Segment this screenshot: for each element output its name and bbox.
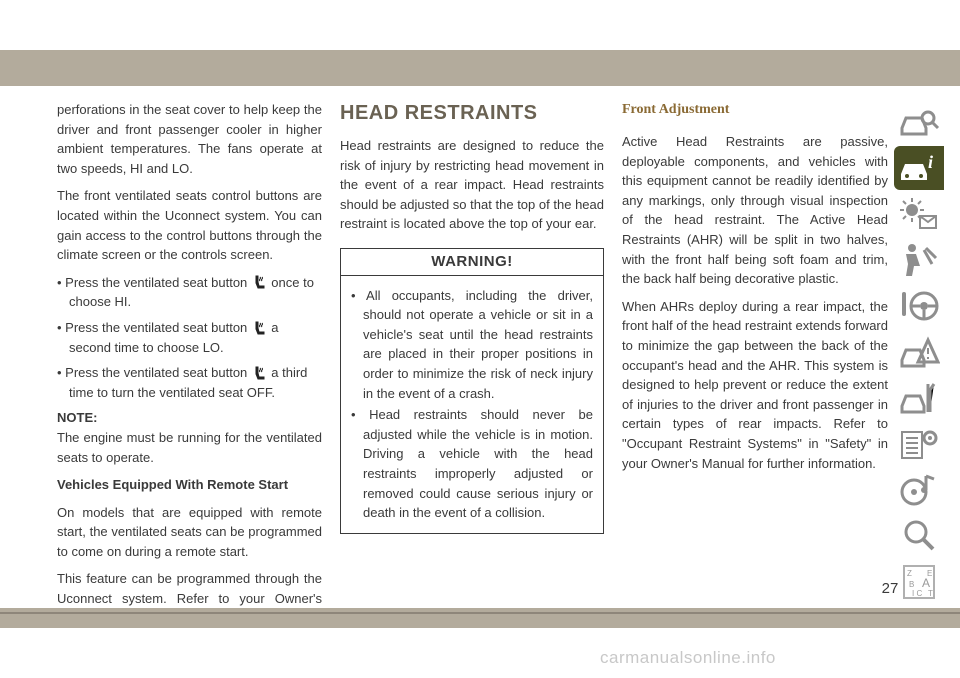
tab-safety[interactable] — [894, 238, 944, 282]
column-1 — [57, 100, 322, 636]
bullet-text: • Press the ventilated seat button — [57, 319, 248, 335]
roadside-warning-icon — [898, 334, 940, 370]
list-item — [57, 363, 322, 402]
paragraph: Active Head Restraints are passive, deployable components, and vehicles with this equipment cannot be readily identified by any markings, only through visual inspection of the head restraint. The Active Head Restraints (AHR) will be split in two halves, with the front half being soft foam and trim, the back half being decorative plastic. — [622, 134, 888, 287]
steering-wheel-icon — [898, 288, 940, 324]
tab-in-case-of-emergency[interactable] — [894, 330, 944, 374]
paragraph: perforations in the seat cover to help keep the driver and front passenger cooler in higher ambient temperatures. The fans operate at two speeds, HI and LO. — [57, 102, 322, 176]
paragraph: This feature can be programmed through the Uconnect system. Refer to your Owner's — [57, 571, 322, 607]
column-2 — [340, 100, 604, 534]
paragraph: Head restraints are designed to reduce the risk of injury by restricting head movement in the event of a rear impact. Head restraints should be adjusted so that the top of the head restraint is located above the top of your ear. — [340, 138, 604, 232]
page-number: 27 — [881, 580, 899, 597]
warning-item: • Head restraints should never be adjusted while the vehicle is in motion. Driving a vehicle with the head restraints improperly adjusted or removed could cause serious injury or death in the event of a collision. — [351, 407, 593, 521]
warning-item: • All occupants, including the driver, should not operate a vehicle or sit in a vehicle's seat until the head restraints are placed in their proper positions in order to minimize the risk of neck injury in the event of a crash. — [351, 287, 593, 401]
multimedia-icon — [898, 472, 940, 508]
paragraph: The front ventilated seats control buttons are located within the Uconnect system. You can gain access to the control buttons through the climate screen or the controls screen. — [57, 188, 322, 263]
bullet-text: a third time to turn the ventilated seat OFF. — [69, 365, 308, 400]
tab-warning-lights[interactable] — [894, 192, 944, 236]
car-search-icon — [898, 104, 940, 140]
header-band — [0, 50, 960, 86]
paragraph: On models that are equipped with remote start, the ventilated seats can be programmed to come on during a remote start. — [57, 504, 322, 559]
bullet-text: • Press the ventilated seat button — [57, 365, 248, 381]
chapter-tabs — [894, 100, 944, 606]
car-info-icon — [898, 150, 940, 186]
list-item — [57, 273, 322, 312]
specs-gear-icon — [898, 426, 940, 462]
ventilated-seat-icon — [251, 366, 267, 382]
paragraph: When AHRs deploy during a rear impact, the front half of the head restraint extends forward to minimize the gap between the back of the occupant's head and the AHR. This system is designed to help prevent or reduce the extent of injuries to the driver and front passenger in certain types of rear impacts. Refer to "Occupant Restraint Systems" in "Safety" in your Owner's Manual for further information. — [622, 298, 888, 471]
warning-box — [340, 248, 604, 534]
column-3 — [622, 100, 888, 481]
note-title: NOTE: — [57, 410, 98, 426]
bullet-text: • Press the ventilated seat button — [57, 274, 248, 290]
tab-multimedia[interactable] — [894, 468, 944, 512]
watermark: carmanualsonline.info — [600, 648, 776, 667]
airbag-person-icon — [898, 242, 940, 278]
ventilated-seat-icon — [251, 321, 267, 337]
svg-text:B: B — [909, 580, 915, 589]
ventilated-seat-icon — [251, 275, 267, 291]
svg-text:E: E — [927, 569, 933, 578]
search-icon — [898, 518, 940, 554]
section-heading: HEAD RESTRAINTS — [340, 102, 538, 124]
list-item — [57, 318, 322, 357]
tab-technical-specifications[interactable] — [894, 422, 944, 466]
subsection-heading: Front Adjustment — [622, 102, 730, 117]
tab-getting-to-know[interactable] — [894, 100, 944, 144]
tab-starting-operating[interactable] — [894, 284, 944, 328]
svg-text:T: T — [928, 589, 933, 598]
warning-lights-icon — [898, 196, 940, 232]
subheading: Vehicles Equipped With Remote Start — [57, 477, 289, 493]
tab-servicing-maintenance[interactable] — [894, 376, 944, 420]
svg-text:I C: I C — [912, 589, 923, 598]
car-tools-icon — [898, 380, 940, 416]
footer-rule — [0, 612, 960, 614]
svg-text:A: A — [922, 576, 931, 590]
tab-customer-assistance[interactable] — [894, 514, 944, 558]
note-text: The engine must be running for the ventilated seats to operate. — [57, 429, 322, 465]
warning-title: WARNING! — [341, 249, 603, 276]
top-header-bar — [0, 0, 960, 90]
bullet-text: once to choose HI. — [69, 274, 314, 310]
svg-text:Z: Z — [907, 569, 912, 578]
bullet-text: a second time to choose LO. — [69, 319, 279, 355]
svg-text:i: i — [928, 152, 934, 172]
tab-vehicle-info[interactable] — [894, 146, 944, 190]
footer-band — [0, 608, 960, 628]
